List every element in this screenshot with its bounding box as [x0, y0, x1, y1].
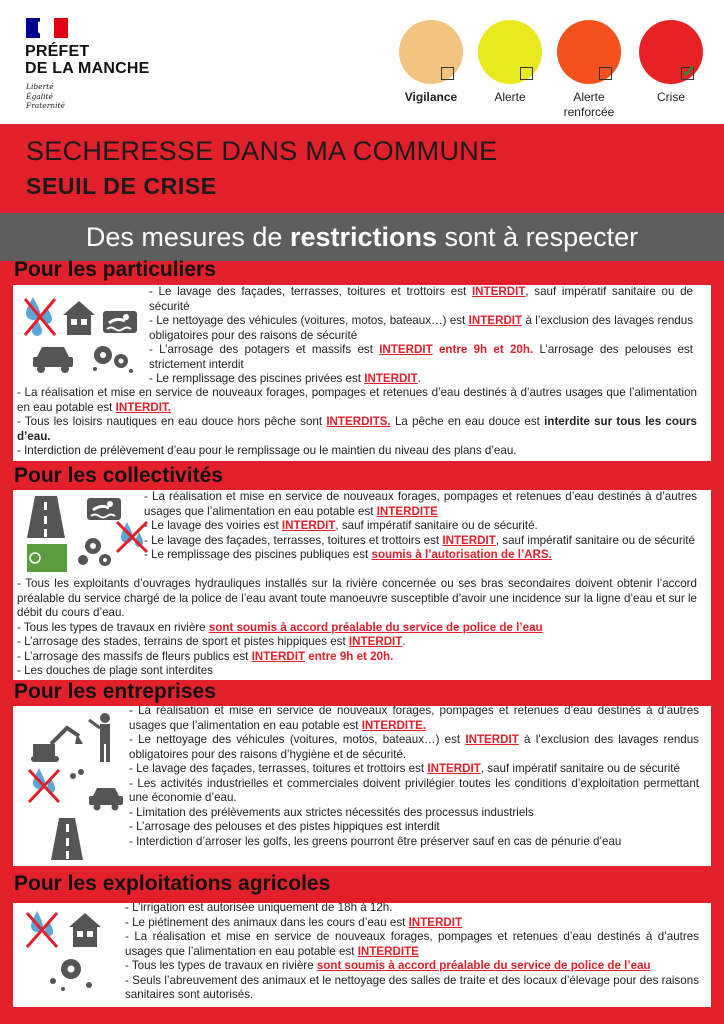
prefecture-line2: DE LA MANCHE — [25, 60, 150, 77]
vigilance-checkbox — [441, 67, 454, 80]
banner-text-before: Des mesures de — [85, 222, 290, 252]
list-item: - Interdiction d’arroser les golfs, les greens pourront être préserver sauf en cas de pénurie d’eau — [129, 834, 622, 848]
road-icon — [51, 818, 83, 860]
list-item: - L’arrosage des stades, terrains de sport et pistes hippiques est INTERDIT. — [17, 635, 406, 648]
collectivites-list-bottom — [17, 577, 697, 679]
list-item: - Les douches de plage sont interdites — [17, 664, 213, 677]
list-item: - Les activités industrielles et commerciales doivent privilégier toutes les conditions d’exploitation permettant une économie d’eau. — [129, 776, 699, 804]
list-item: - La réalisation et mise en service de nouveaux forages, pompages et retenues d’eau destinés à d’autres usages que l’alimentation en eau potable est INTERDIT. — [17, 386, 697, 414]
list-item: - Tous les types de travaux en rivière sont soumis à accord préalable du service de police de l’eau — [17, 620, 543, 634]
vigilance-label: Vigilance — [404, 90, 458, 104]
entreprises-list — [129, 706, 699, 849]
car-icon — [33, 347, 73, 373]
list-item: - Le remplissage des piscines privées est INTERDIT. — [149, 372, 421, 385]
section-title-collectivites: Pour les collectivités — [14, 464, 223, 487]
sports-field-icon — [27, 544, 67, 572]
list-item: - Limitation des prélèvements aux strictes nécessités des processus industriels — [129, 805, 534, 819]
list-item: - La réalisation et mise en service de nouveaux forages, pompages et retenues d’eau destinés à d’autres usages que l’alimentation en eau potable est INTERDITE — [125, 930, 699, 958]
house-icon — [63, 301, 95, 335]
excavator-icon — [31, 728, 83, 762]
list-item: - Tous les loisirs nautiques en eau douce hors pêche sont INTERDITS. La pêche en eau douce est interdite sur tous les cours d’eau. — [17, 415, 698, 443]
house-icon — [69, 913, 101, 947]
level-crise — [631, 20, 711, 120]
list-item: - Le nettoyage des véhicules (voitures, motos, bateaux…) est INTERDIT à l’exclusion des lavages rendus obligatoires pour des raisons d’hygiène et de sécurité. — [129, 733, 699, 761]
list-item: - L’arrosage des pelouses et des pistes hippiques est interdit — [129, 820, 440, 833]
particuliers-list-top — [149, 285, 693, 387]
list-item: - Le lavage des façades, terrasses, toitures et trottoirs est INTERDIT, sauf impératif sanitaire ou de sécurité — [144, 533, 695, 547]
list-item: - Seuls l’abreuvement des animaux et le nettoyage des salles de traite et des locaux d’élevage pour des raisons sanitaires sont autorisés. — [125, 973, 699, 1001]
water-drops-crossed-icon — [117, 522, 147, 552]
flowers-icon — [93, 346, 133, 373]
swimmer-icon — [103, 311, 137, 333]
prefecture-line1: PRÉFET — [25, 43, 90, 60]
motto-liberte: Liberté — [26, 82, 54, 91]
list-item: - L’arrosage des massifs de fleurs publics est INTERDIT entre 9h et 20h. — [17, 649, 394, 663]
list-item: - Tous les exploitants d’ouvrages hydrauliques installés sur la rivière concernée ou ses bras secondaires doivent obtenir l’accord préalable du service chargé de la police de l’eau avant toute manoeuvre susceptible d’avoir une incidence sur la ligne d’eau et sur le débit du cours d’eau. — [17, 577, 697, 619]
car-icon — [89, 788, 123, 811]
flowers-icon — [78, 538, 111, 566]
prefecture-name — [25, 43, 149, 77]
header — [0, 0, 724, 124]
page-subtitle: SEUIL DE CRISE — [26, 173, 217, 199]
water-drops-crossed-icon — [27, 911, 57, 947]
section-agricoles — [13, 903, 711, 1007]
list-item: - Interdiction de prélèvement d’eau pour le remplissage ou le maintien du niveau des plans d’eau. — [17, 444, 517, 457]
list-item: - Le lavage des voiries est INTERDIT, sauf impératif sanitaire ou de sécurité. — [144, 519, 538, 532]
list-item: - Le lavage des façades, terrasses, toitures et trottoirs est INTERDIT, sauf impératif sanitaire ou de sécurité — [149, 285, 694, 313]
agricoles-list — [125, 903, 699, 1003]
alerte-renforcee-label: Alerte renforcée — [563, 90, 615, 119]
list-item: - La réalisation et mise en service de nouveaux forages, pompages et retenues d’eau destinés à d’autres usages que l’alimentation en eau potable est INTERDITE — [144, 490, 697, 518]
banner-text-after: sont à respecter — [437, 222, 639, 252]
section-title-entreprises: Pour les entreprises — [14, 680, 216, 703]
list-item: - Le nettoyage des véhicules (voitures, motos, bateaux…) est INTERDIT à l’exclusion des lavages rendus obligatoires pour des raisons de sécurité — [149, 314, 693, 342]
agricoles-icons — [23, 907, 123, 997]
marianne-flag-logo — [26, 18, 68, 38]
flowers-icon — [70, 769, 84, 779]
section-collectivites — [13, 490, 711, 680]
level-vigilance — [391, 20, 471, 120]
section-title-agricoles: Pour les exploitations agricoles — [14, 872, 331, 895]
section-title-particuliers: Pour les particuliers — [14, 258, 216, 281]
list-item: - L’irrigation est autorisée uniquement de 18h à 12h. — [125, 903, 393, 914]
motto-fraternite: Fraternité — [26, 101, 65, 110]
entreprises-icons — [27, 712, 131, 862]
banner-text-bold: restrictions — [289, 222, 438, 252]
alerte-renforcee-checkbox — [599, 67, 612, 80]
motto-egalite: Égalité — [26, 91, 53, 101]
water-drops-crossed-icon — [29, 768, 59, 802]
list-item: - L’arrosage des potagers et massifs est INTERDIT entre 9h et 20h. L’arrosage des pelouses est strictement interdit — [149, 343, 694, 371]
section-entreprises — [13, 706, 711, 866]
list-item: - La réalisation et mise en service de nouveaux forages, pompages et retenues d’eau destinés à d’autres usages que l’alimentation en eau potable est INTERDITE. — [129, 706, 699, 732]
list-item: - Le piétinement des animaux dans les cours d’eau est INTERDIT — [125, 915, 463, 929]
particuliers-list-bottom — [17, 386, 697, 459]
list-item: - Tous les types de travaux en rivière sont soumis à accord préalable du service de police de l’eau — [125, 959, 651, 972]
water-drops-icon — [25, 297, 55, 336]
page-title: SECHERESSE DANS MA COMMUNE — [26, 136, 498, 166]
checkmark-icon: ✓ — [682, 62, 697, 81]
list-item: - Le lavage des façades, terrasses, toitures et trottoirs est INTERDIT, sauf impératif sanitaire ou de sécurité — [129, 762, 680, 775]
collectivites-list-top — [144, 490, 697, 563]
collectivites-icons — [21, 494, 151, 576]
list-item: - Le remplissage des piscines publiques est soumis à l’autorisation de l’ARS. — [144, 548, 552, 561]
republic-motto — [26, 82, 65, 111]
alerte-label: Alerte — [494, 90, 526, 104]
flowers-icon — [50, 959, 92, 991]
level-alerte-renforcee — [549, 20, 629, 120]
particuliers-icons — [21, 291, 149, 377]
crise-label: Crise — [656, 90, 685, 104]
road-icon — [27, 496, 65, 538]
crise-checkbox — [681, 62, 697, 81]
swimmer-icon — [87, 498, 121, 520]
section-particuliers — [13, 285, 711, 461]
restrictions-banner — [0, 213, 724, 261]
worker-icon — [89, 713, 110, 762]
level-alerte — [470, 20, 550, 120]
alerte-checkbox — [520, 67, 533, 80]
